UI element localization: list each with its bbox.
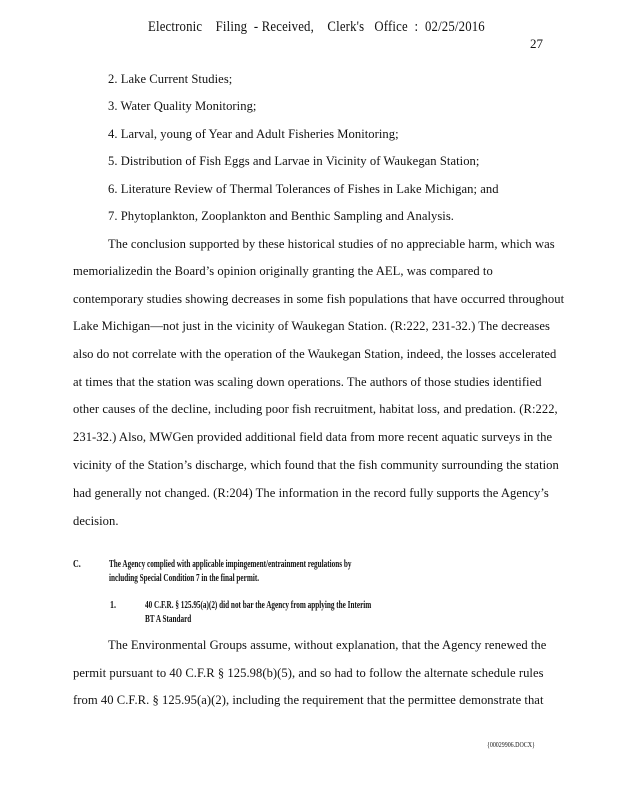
paragraph-line: contemporary studies showing decreases in some fish populations that have occurred throughout (73, 292, 565, 306)
list-item: 5. Distribution of Fish Eggs and Larvae in Vicinity of Waukegan Station; (108, 154, 480, 168)
paragraph-line: at times that the station was scaling down operations. The authors of those studies identified (73, 375, 542, 389)
subsection-title-line: BT A Standard (145, 614, 192, 625)
subsection-number: 1. (110, 600, 116, 611)
subsection-title-line: 40 C.F.R. § 125.95(a)(2) did not bar the Agency from applying the Interim (145, 600, 372, 611)
paragraph-line: The conclusion supported by these historical studies of no appreciable harm, which was (108, 237, 555, 251)
section-title-line: including Special Condition 7 in the final permit. (109, 573, 260, 584)
page-number: 27 (530, 36, 543, 51)
filing-stamp: Electronic Filing - Received, Clerk's Office : 02/25/2016 (148, 19, 485, 35)
paragraph-line: permit pursuant to 40 C.F.R § 125.98(b)(5), and so had to follow the alternate schedule rules (73, 666, 544, 680)
paragraph-line: had generally not changed. (R:204) The information in the record fully supports the Agency’s (73, 486, 549, 500)
paragraph-line: from 40 C.F.R. § 125.95(a)(2), including the requirement that the permittee demonstrate that (73, 693, 544, 707)
list-item: 3. Water Quality Monitoring; (108, 99, 257, 113)
list-item: 4. Larval, young of Year and Adult Fisheries Monitoring; (108, 127, 399, 141)
section-letter: C. (73, 559, 81, 570)
list-item: 6. Literature Review of Thermal Tolerances of Fishes in Lake Michigan; and (108, 182, 499, 196)
paragraph-line: The Environmental Groups assume, without explanation, that the Agency renewed the (108, 638, 547, 652)
section-title-line: The Agency complied with applicable impingement/entrainment regulations by (109, 559, 352, 570)
paragraph-line: vicinity of the Station’s discharge, which found that the fish community surrounding the station (73, 458, 559, 472)
paragraph-line: decision. (73, 514, 119, 528)
document-reference: {00029906.DOCX} (487, 741, 535, 749)
paragraph-line: Lake Michigan—not just in the vicinity of Waukegan Station. (R:222, 231-32.) The decreases (73, 319, 550, 333)
paragraph-line: memorializedin the Board’s opinion originally granting the AEL, was compared to (73, 264, 493, 278)
list-item: 7. Phytoplankton, Zooplankton and Benthic Sampling and Analysis. (108, 209, 455, 223)
paragraph-line: 231-32.) Also, MWGen provided additional field data from more recent aquatic surveys in the (73, 430, 553, 444)
paragraph-line: also do not correlate with the operation of the Waukegan Station, indeed, the losses accelerated (73, 347, 557, 361)
list-item: 2. Lake Current Studies; (108, 72, 233, 86)
paragraph-line: other causes of the decline, including poor fish recruitment, habitat loss, and predation. (R:222, (73, 402, 558, 416)
